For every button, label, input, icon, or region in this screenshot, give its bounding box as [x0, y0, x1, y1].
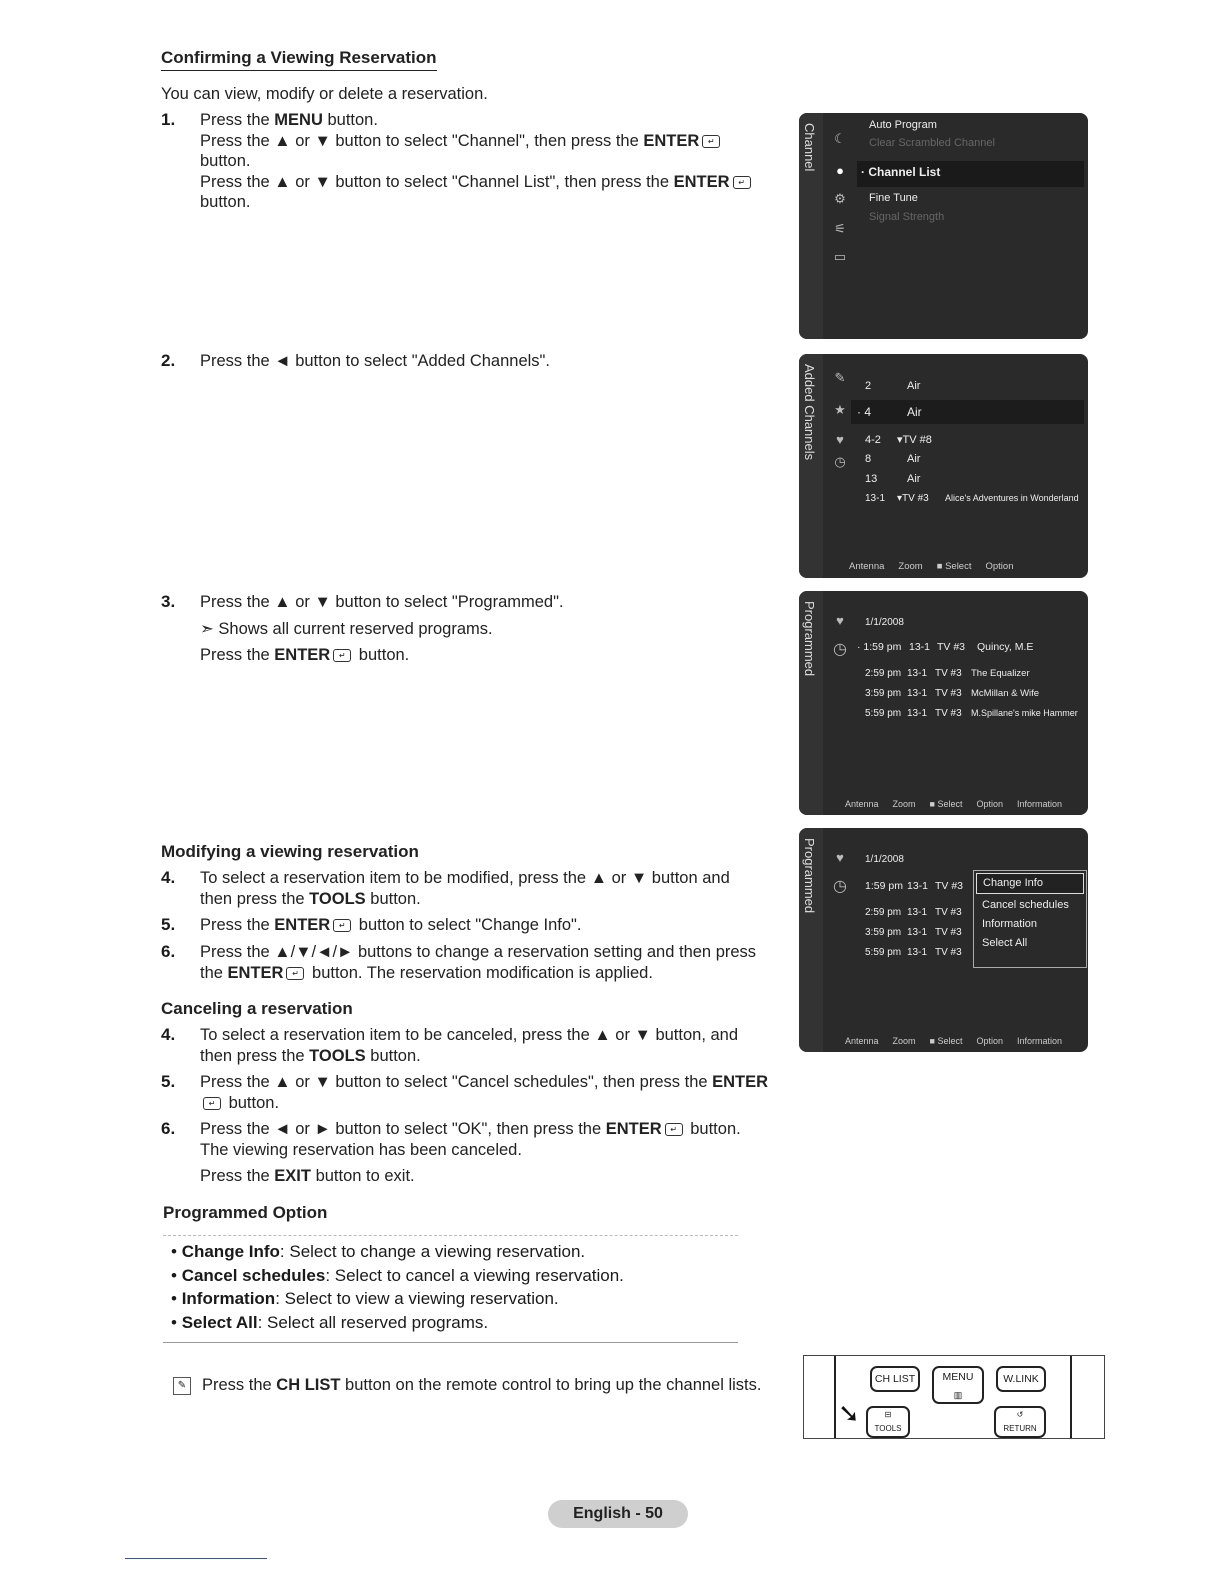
table-row[interactable]: 13-1 ▾TV #3 Alice's Adventures in Wonderland: [865, 493, 1079, 504]
added-channels-screen: [799, 354, 1088, 578]
popup-item-select-all[interactable]: Select All: [982, 937, 1028, 949]
step-number: 4.: [161, 868, 176, 887]
programmed-tools-screen: [799, 828, 1088, 1052]
menu-button[interactable]: MENU ▥: [932, 1366, 984, 1404]
cancel-step-4: To select a reservation item to be canceled, press the ▲ or ▼ button, and then press the TOOLS button.: [200, 1026, 739, 1065]
options-title: Programmed Option: [163, 1203, 328, 1222]
list-item: • Select All: Select all reserved programs.: [171, 1312, 489, 1332]
programmed-screen: [799, 591, 1088, 815]
menu-item[interactable]: Fine Tune: [869, 192, 918, 204]
step-3-text: Press the ▲ or ▼ button to select "Programmed". ➣ Shows all current reserved programs. Press the ENTER ↵ button.: [200, 593, 564, 664]
note-arrow-icon: ➣: [200, 619, 219, 638]
clock-icon: ◷: [834, 454, 846, 469]
enter-icon: ↵: [333, 649, 351, 662]
screen-footer: Antenna Zoom ■ Select Option Information: [845, 799, 1063, 809]
menu-item[interactable]: Clear Scrambled Channel: [869, 137, 995, 149]
table-row[interactable]: 4-2 ▾TV #8: [865, 434, 932, 446]
antenna-icon: ✎: [834, 370, 846, 385]
remote-illustration: [803, 1355, 1105, 1439]
table-row-selected[interactable]: 1:59 pm 13-1 TV #3: [865, 880, 964, 892]
footer-line: [125, 1558, 267, 1559]
heart-icon: ♥: [836, 432, 844, 447]
screen-footer: Antenna Zoom ■ Select Option: [849, 561, 1014, 572]
note-icon: ✎: [173, 1377, 191, 1395]
favorite-icon: ★: [834, 402, 846, 417]
modify-step-5: Press the ENTER ↵ button to select "Change Info".: [200, 916, 582, 934]
ch-list-button[interactable]: CH LIST: [870, 1366, 920, 1392]
date-label: 1/1/2008: [865, 854, 904, 865]
step-number: 5.: [161, 1072, 176, 1091]
step-2-text: Press the ◄ button to select "Added Channels".: [200, 352, 550, 370]
modify-title: Modifying a viewing reservation: [161, 842, 419, 861]
enter-icon: ↵: [286, 967, 304, 980]
menu-icon: ▥: [953, 1390, 963, 1400]
setup-icon: ⚟: [834, 221, 846, 236]
gear-icon: ⚙: [834, 191, 846, 206]
modify-step-4: To select a reservation item to be modified, press the ▲ or ▼ button and then press the TOOLS button.: [200, 869, 730, 908]
enter-icon: ↵: [333, 919, 351, 932]
tools-popup: [973, 870, 1087, 968]
table-row[interactable]: 3:59 pm 13-1 TV #3: [865, 927, 962, 938]
menu-item[interactable]: Auto Program: [869, 119, 937, 131]
tools-icon: ⊟: [884, 1410, 892, 1419]
options-list: [163, 1235, 738, 1343]
step-number: 4.: [161, 1025, 176, 1044]
date-label: 1/1/2008: [865, 617, 904, 628]
clock-icon: ◷: [833, 641, 847, 658]
heart-icon: ♥: [836, 850, 844, 865]
enter-icon: ↵: [733, 176, 751, 189]
cancel-step-6: Press the ◄ or ► button to select "OK", then press the ENTER ↵ button. The viewing reservation has been canceled. Press the EXIT button to exit.: [200, 1120, 741, 1185]
list-item: • Information: Select to view a viewing reservation.: [171, 1289, 559, 1308]
enter-icon: ↵: [702, 135, 720, 148]
table-row-selected[interactable]: · 4 Air: [857, 405, 922, 419]
table-row[interactable]: 13 Air: [865, 473, 921, 485]
enter-icon: ↵: [203, 1097, 221, 1110]
step-number: 5.: [161, 915, 176, 934]
enter-icon: ↵: [665, 1123, 683, 1136]
page-label: English - 50: [548, 1500, 688, 1528]
table-row-selected[interactable]: · 1:59 pm 13-1 TV #3 Quincy, M.E: [857, 641, 1034, 653]
intro-text: You can view, modify or delete a reservation.: [161, 85, 488, 103]
screen-footer: Antenna Zoom ■ Select Option Information: [845, 1036, 1063, 1046]
screen-side-label: Programmed: [799, 591, 823, 815]
table-row[interactable]: 3:59 pm 13-1 TV #3 McMillan & Wife: [865, 688, 1040, 699]
table-row[interactable]: 2:59 pm 13-1 TV #3: [865, 907, 962, 918]
antenna-icon: ☾: [834, 131, 846, 146]
popup-item-information[interactable]: Information: [982, 918, 1038, 930]
screen-side-label: Channel: [799, 113, 823, 339]
return-icon: ↺: [1016, 1410, 1024, 1419]
heart-icon: ♥: [836, 613, 844, 628]
input-icon: ▭: [833, 249, 847, 264]
popup-item-change-info[interactable]: Change Info: [976, 873, 1084, 894]
note-text: Press the CH LIST button on the remote control to bring up the channel lists.: [202, 1376, 762, 1394]
section-title: Confirming a Viewing Reservation: [161, 48, 437, 71]
screen-side-label: Programmed: [799, 828, 823, 1052]
screen-side-label: Added Channels: [799, 354, 823, 578]
popup-item-cancel-schedules[interactable]: Cancel schedules: [982, 899, 1069, 911]
step-number: 6.: [161, 1119, 176, 1138]
list-item: • Change Info: Select to change a viewing reservation.: [171, 1242, 586, 1261]
modify-step-6: Press the ▲/▼/◄/► buttons to change a reservation setting and then press the ENTER ↵ button. The reservation modification is applied.: [200, 943, 757, 982]
step-number: 2.: [161, 351, 176, 370]
step-number: 1.: [161, 110, 176, 129]
step-number: 3.: [161, 592, 176, 611]
cancel-step-5: Press the ▲ or ▼ button to select "Cancel schedules", then press the ENTER↵ button.: [200, 1073, 769, 1112]
table-row[interactable]: 2 Air: [865, 380, 921, 392]
wlink-button[interactable]: W.LINK: [996, 1366, 1046, 1392]
menu-item[interactable]: Signal Strength: [869, 211, 945, 223]
table-row[interactable]: 8 Air: [865, 453, 921, 465]
channel-menu-screen: [799, 113, 1088, 339]
cancel-title: Canceling a reservation: [161, 999, 353, 1018]
table-row[interactable]: 2:59 pm 13-1 TV #3 The Equalizer: [865, 668, 1030, 679]
pointer-arrow-icon: ➘: [838, 1398, 860, 1428]
list-item: • Cancel schedules: Select to cancel a viewing reservation.: [171, 1265, 624, 1285]
menu-item-selected[interactable]: · Channel List: [861, 165, 941, 179]
channel-icon: ●: [836, 163, 844, 178]
table-row[interactable]: 5:59 pm 13-1 TV #3 M.Spillane's mike Hammer: [865, 708, 1078, 719]
step-number: 6.: [161, 942, 176, 961]
tools-button[interactable]: ⊟ TOOLS: [866, 1406, 910, 1438]
step-1-text: Press the MENU button. Press the ▲ or ▼ button to select "Channel", then press the ENTER ↵ button. Press the ▲ or ▼ button to select "Channel List", then press the ENTER ↵ button.: [200, 110, 760, 213]
clock-icon: ◷: [833, 878, 847, 895]
table-row[interactable]: 5:59 pm 13-1 TV #3: [865, 947, 962, 958]
return-button[interactable]: ↺ RETURN: [994, 1406, 1046, 1438]
